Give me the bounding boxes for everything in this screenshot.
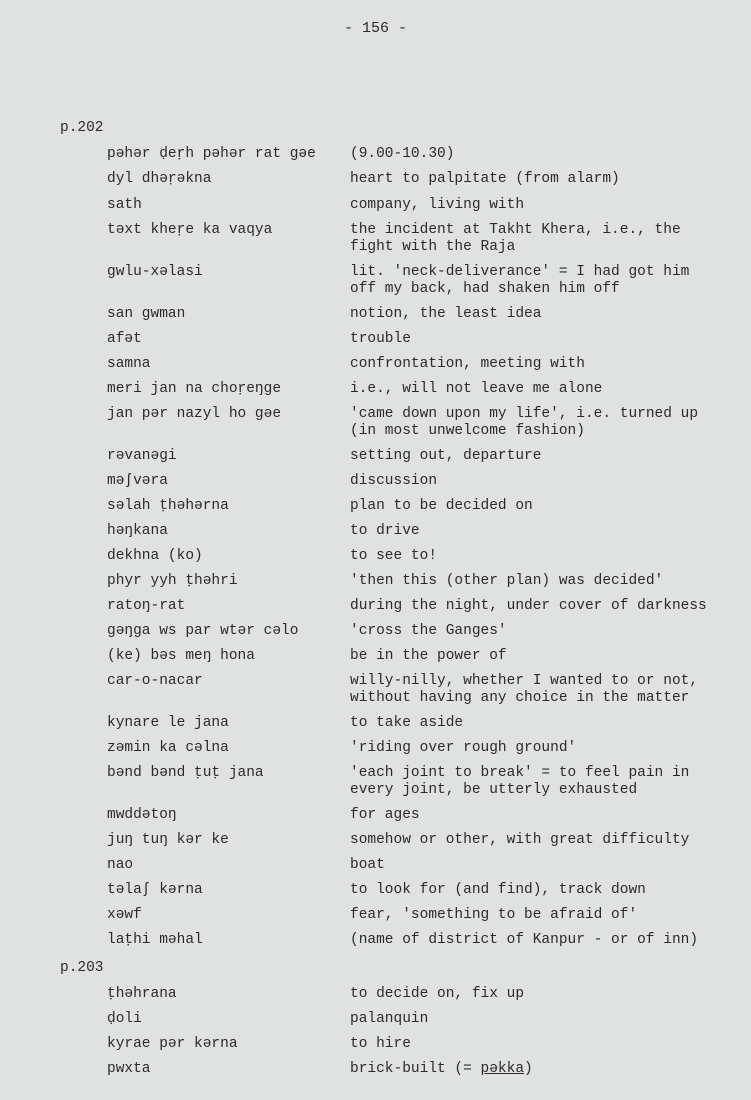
page-number: - 156 - [343, 20, 407, 37]
entry-gloss: brick-built (= pəkka) [350, 1061, 533, 1077]
entry-gloss: 'came down upon my life', i.e. turned up (in most unwelcome fashion) [350, 406, 699, 439]
entry-term: səlah ṭhəhərna [107, 498, 229, 514]
entry-gloss: setting out, departure [350, 448, 542, 464]
entry-term: dyl dhəṛəkna [107, 171, 212, 187]
entry-gloss: heart to palpitate (from alarm) [350, 171, 620, 187]
entry-gloss: i.e., will not leave me alone [350, 381, 603, 397]
entry-term: nao [107, 857, 134, 873]
entry-term: juŋ tuŋ kər ke [107, 832, 229, 848]
entry-gloss: discussion [350, 473, 438, 489]
entry-term: həŋkana [107, 523, 168, 539]
entry-gloss: (name of district of Kanpur - or of inn) [350, 932, 699, 948]
entry-term: kynare le jana [107, 715, 229, 731]
entry-term: dekhna (ko) [107, 548, 203, 564]
entry-term: car-o-nacar [107, 673, 203, 689]
entry-term: (ke) bəs meŋ hona [107, 648, 255, 664]
entry-term: sath [107, 197, 142, 213]
entry-gloss: be in the power of [350, 648, 507, 664]
entry-term: mwddətoŋ [107, 807, 177, 823]
entry-gloss: boat [350, 857, 385, 873]
entry-gloss: to take aside [350, 715, 464, 731]
entry-term: zəmin ka cəlna [107, 740, 229, 756]
entry-gloss: to see to! [350, 548, 438, 564]
entry-gloss: the incident at Takht Khera, i.e., the fight with the Raja [350, 222, 681, 255]
entry-term: ṭhəhrana [107, 986, 177, 1002]
section-label: p.202 [60, 120, 104, 136]
entry-gloss: to drive [350, 523, 420, 539]
entry-term: xəwf [107, 907, 142, 923]
entry-gloss: company, living with [350, 197, 525, 213]
entry-gloss: 'then this (other plan) was decided' [350, 573, 664, 589]
entry-term: gwlu-xəlasi [107, 264, 203, 280]
entry-gloss: willy-nilly, whether I wanted to or not, without having any choice in the matter [350, 673, 699, 706]
entry-gloss: trouble [350, 331, 411, 347]
entry-gloss: to look for (and find), track down [350, 882, 646, 898]
entry-term: məʃvəra [107, 473, 168, 489]
entry-term: təlaʃ kərna [107, 882, 203, 898]
entry-gloss: to decide on, fix up [350, 986, 525, 1002]
entry-term: gəŋga ws par wtər cəlo [107, 623, 299, 639]
section-label: p.203 [60, 960, 104, 976]
entry-term: phyr yyh ṭhəhri [107, 573, 238, 589]
entry-term: san gwman [107, 306, 186, 322]
underlined-word: pəkka [480, 1061, 525, 1077]
entry-term: ratoŋ-rat [107, 598, 186, 614]
entry-gloss: 'each joint to break' = to feel pain in every joint, be utterly exhausted [350, 765, 690, 798]
entry-term: afət [107, 331, 142, 347]
entry-gloss: palanquin [350, 1011, 429, 1027]
entry-term: pəhər ḍeṛh pəhər rat gəe [107, 146, 316, 162]
entry-gloss: lit. 'neck-deliverance' = I had got him off my back, had shaken him off [350, 264, 690, 297]
entry-term: kyrae pər kərna [107, 1036, 238, 1052]
entry-term: təxt kheṛe ka vaqya [107, 222, 273, 238]
entry-gloss: 'cross the Ganges' [350, 623, 507, 639]
entry-term: pwxta [107, 1061, 151, 1077]
entry-gloss: to hire [350, 1036, 411, 1052]
entry-gloss: fear, 'something to be afraid of' [350, 907, 638, 923]
entry-term: meri jan na choṛeŋge [107, 381, 282, 397]
entry-gloss: (9.00-10.30) [350, 146, 455, 162]
entry-term: ḍoli [107, 1011, 142, 1027]
entry-gloss: notion, the least idea [350, 306, 542, 322]
entry-term: laṭhi məhal [107, 932, 203, 948]
entry-gloss: plan to be decided on [350, 498, 533, 514]
entry-gloss: somehow or other, with great difficulty [350, 832, 690, 848]
entry-term: rəvanəgi [107, 448, 177, 464]
entry-gloss: during the night, under cover of darkness [350, 598, 707, 614]
entry-gloss: 'riding over rough ground' [350, 740, 577, 756]
entry-gloss: confrontation, meeting with [350, 356, 585, 372]
entry-term: bənd bənd ṭuṭ jana [107, 765, 264, 781]
entry-gloss: for ages [350, 807, 420, 823]
entry-term: jan pər nazyl ho gəe [107, 406, 282, 422]
entry-term: samna [107, 356, 151, 372]
